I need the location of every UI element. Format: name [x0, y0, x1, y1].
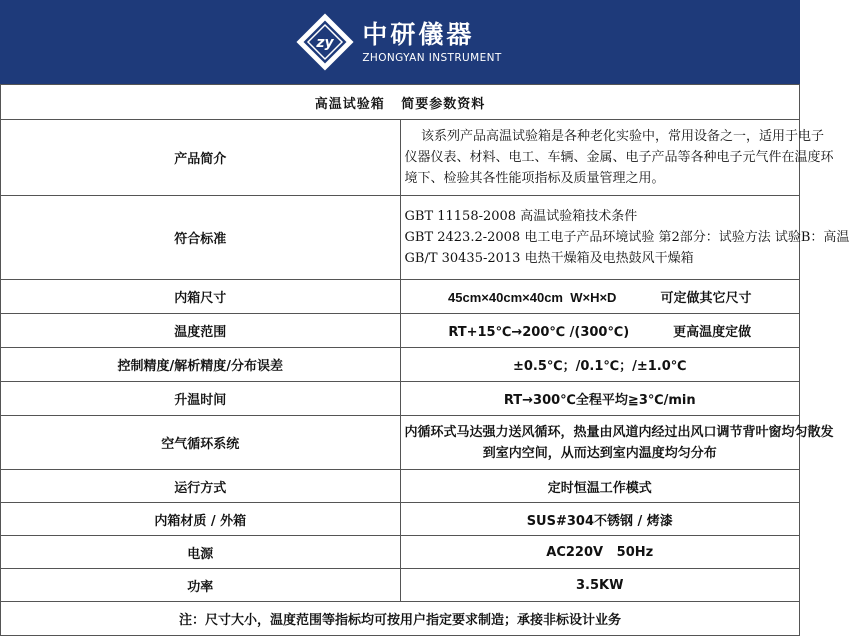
zy-logo-icon — [298, 15, 352, 69]
table-row — [1, 503, 800, 536]
row-value-intro: 该系列产品高温试验箱是各种老化实验中，常用设备之一，适用于电子 仪器仪表、材料、电工、车辆、金属、电子产品等各种电子元气件在温度环 境下、检验其各性能项指标及质量管理之用。 — [400, 120, 800, 196]
table-row — [1, 536, 800, 569]
brand-name-cn: 中研儀器 — [362, 20, 475, 49]
brand-logo — [298, 15, 501, 69]
row-value-precision: ±0.5℃；/0.1℃；/±1.0℃ — [400, 348, 800, 382]
table-row — [1, 470, 800, 503]
svg-text:zy: zy — [316, 35, 334, 51]
row-label-temp: 温度范围 — [1, 314, 401, 348]
row-label-airflow: 空气循环系统 — [1, 416, 401, 470]
table-row — [1, 348, 800, 382]
table-row — [1, 280, 800, 314]
row-value-standards: GBT 11158-2008 高温试验箱技术条件 GBT 2423.2-2008 电工电子产品环境试验 第2部分：试验方法 试验B：高温 GB/T 30435-2013 电热干燥箱及电热鼓风干燥箱 — [400, 196, 800, 280]
row-label-wattage: 功率 — [1, 569, 401, 602]
table-row — [1, 416, 800, 470]
row-value-mode: 定时恒温工作模式 — [400, 470, 800, 503]
table-row — [1, 569, 800, 602]
row-label-intro: 产品简介 — [1, 120, 401, 196]
row-value-heating: RT→300℃全程平均≧3℃/min — [400, 382, 800, 416]
row-label-precision: 控制精度/解析精度/分布误差 — [1, 348, 401, 382]
table-row — [1, 382, 800, 416]
row-value-material: SUS#304不锈钢 / 烤漆 — [400, 503, 800, 536]
spec-table — [0, 84, 849, 636]
table-title-row — [1, 85, 800, 120]
row-label-heating: 升温时间 — [1, 382, 401, 416]
row-value-temp: RT+15℃→200℃ /(300℃) 更高温度定做 — [400, 314, 800, 348]
row-value-airflow: 内循环式马达强力送风循环，热量由风道内经过出风口调节背叶窗均匀散发 到室内空间，从而达到室内温度均匀分布 — [400, 416, 800, 470]
row-value-power: AC220V 50Hz — [400, 536, 800, 569]
header-banner — [0, 0, 800, 84]
row-label-power: 电源 — [1, 536, 401, 569]
row-label-mode: 运行方式 — [1, 470, 401, 503]
table-row — [1, 314, 800, 348]
row-label-material: 内箱材质 / 外箱 — [1, 503, 401, 536]
footer-note: 注：尺寸大小，温度范围等指标均可按用户指定要求制造；承接非标设计业务 — [1, 602, 800, 636]
table-title: 高温试验箱 简要参数资料 — [1, 85, 800, 120]
row-value-wattage: 3.5KW — [400, 569, 800, 602]
note-row — [1, 602, 800, 636]
row-label-size: 内箱尺寸 — [1, 280, 401, 314]
row-label-standards: 符合标准 — [1, 196, 401, 280]
row-value-size: 45cm×40cm×40cm W×H×D 可定做其它尺寸 — [400, 280, 800, 314]
brand-name-en: ZHONGYAN INSTRUMENT — [362, 52, 502, 64]
table-row — [1, 120, 800, 196]
table-row — [1, 196, 800, 280]
